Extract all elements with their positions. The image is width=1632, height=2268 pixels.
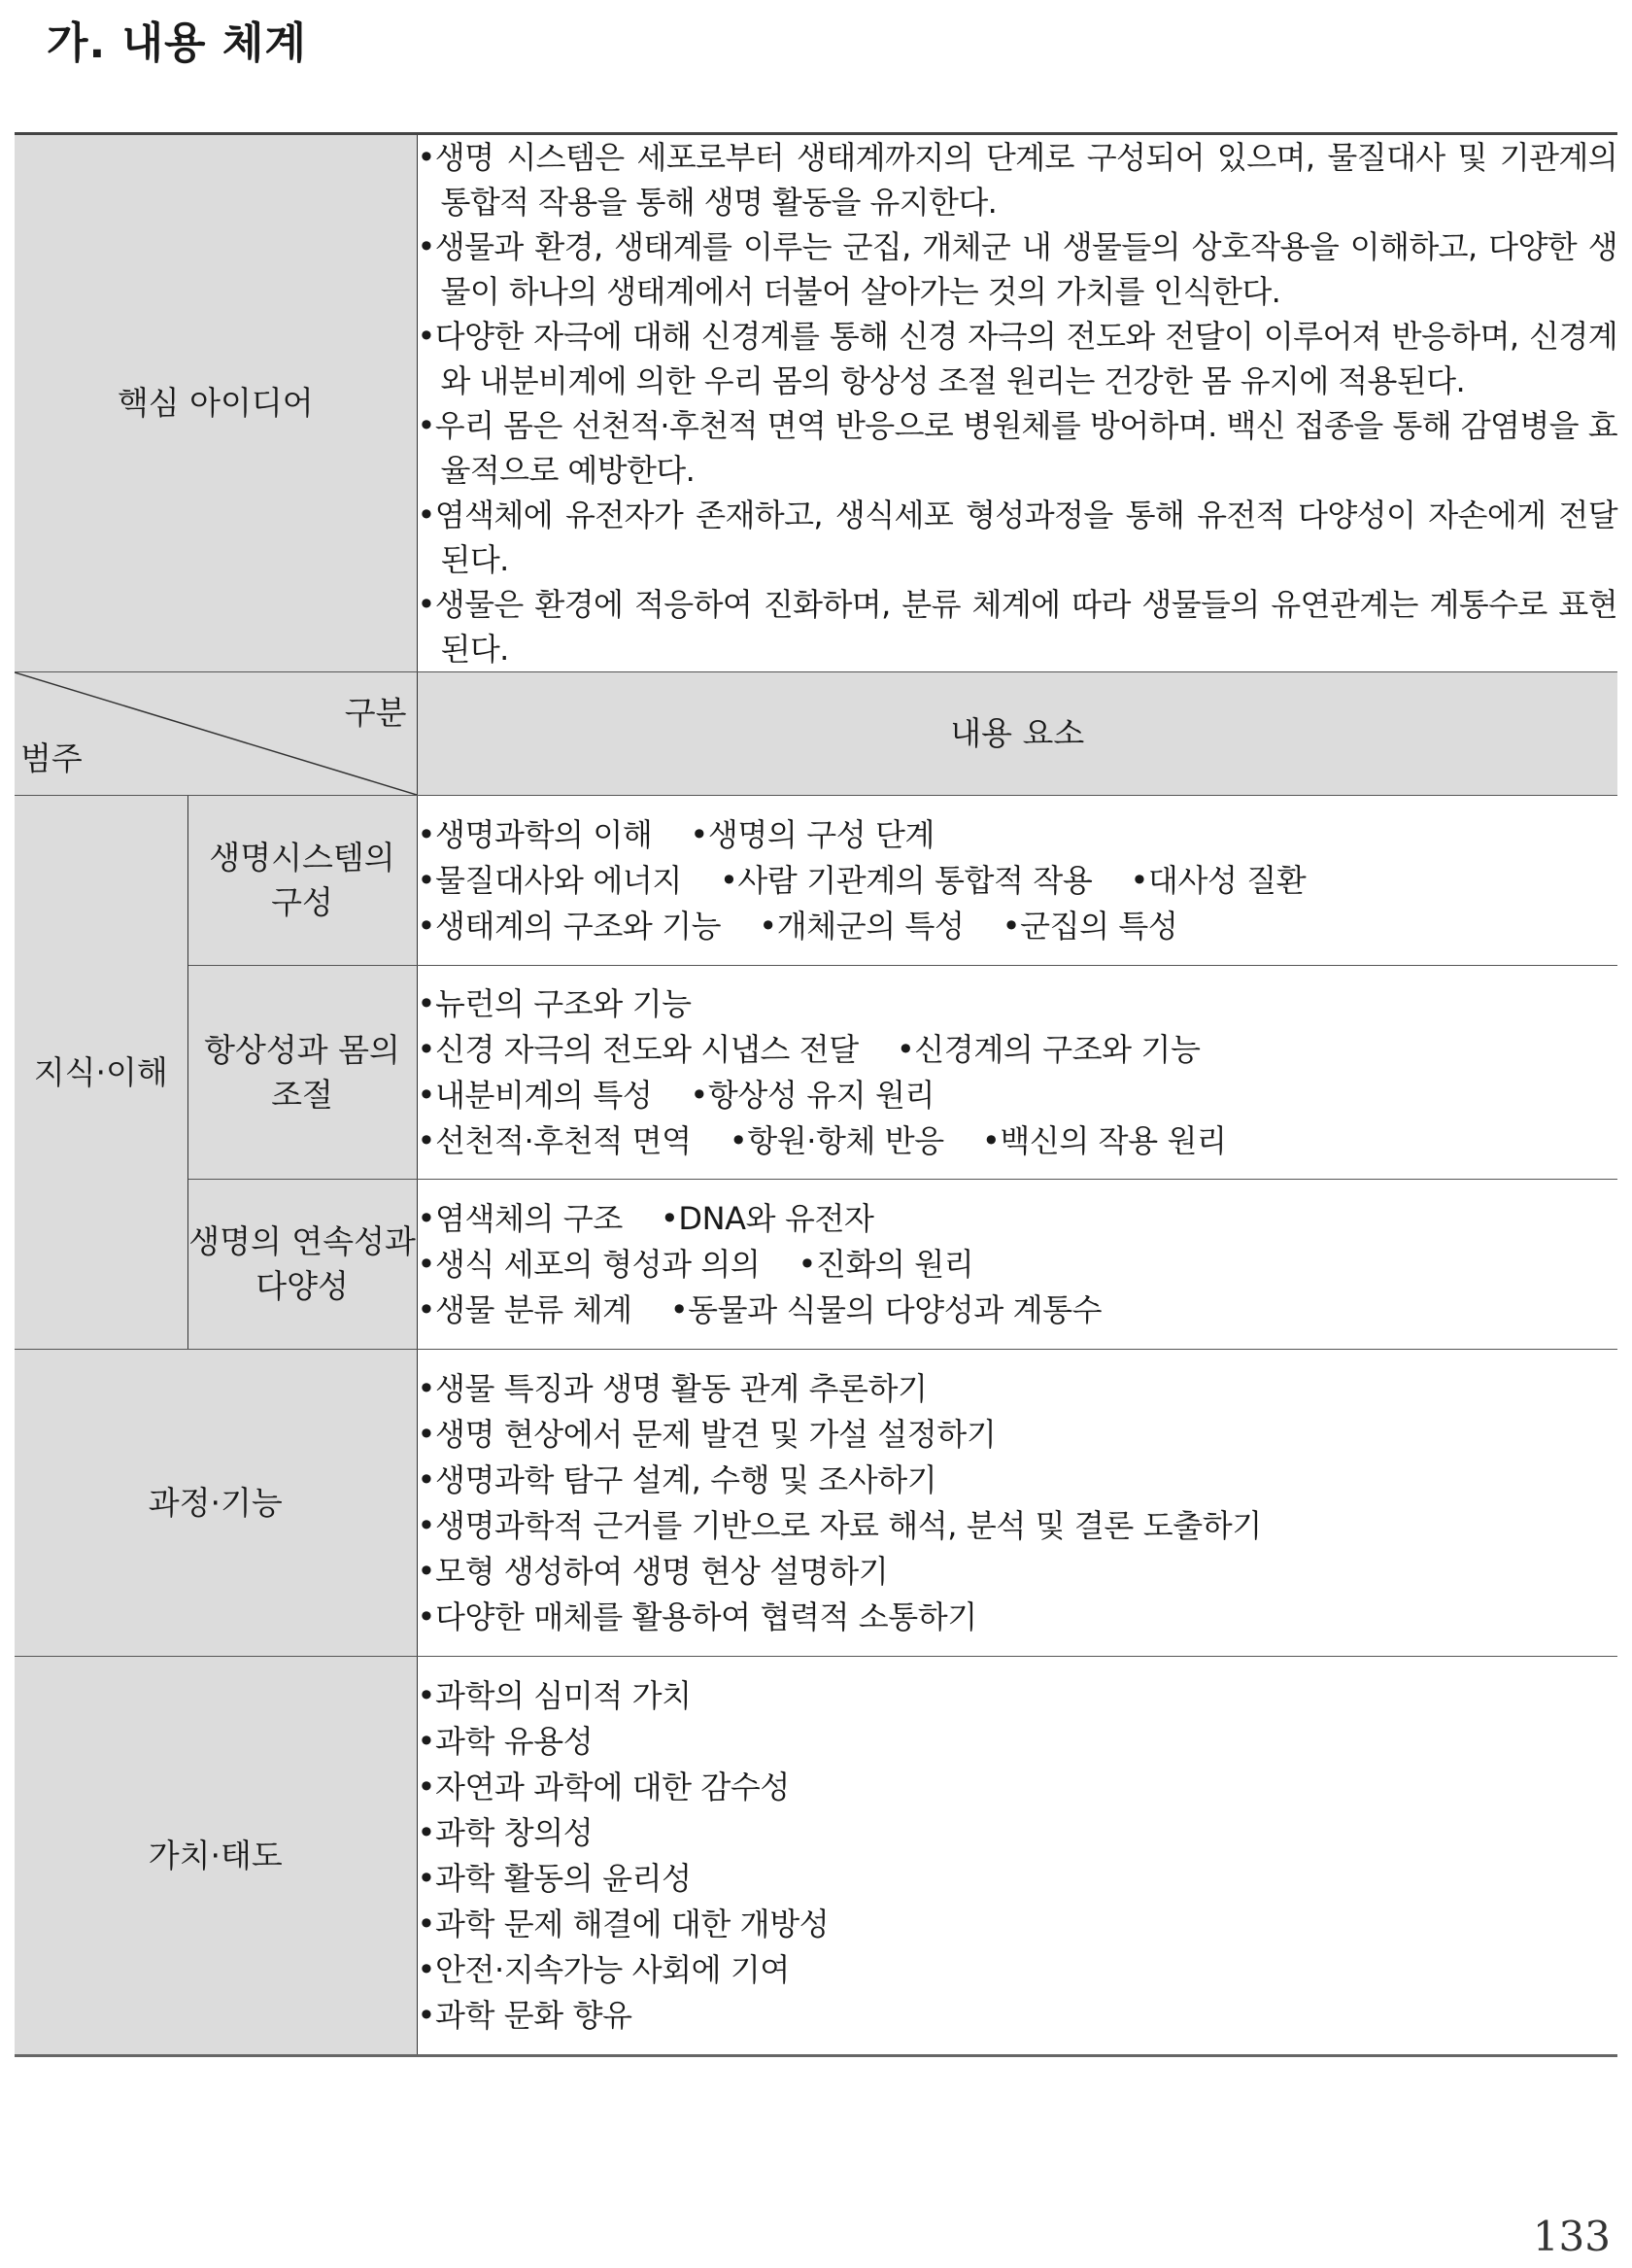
content-line: •염색체의 구조 •DNA와 유전자 — [417, 1199, 874, 1237]
knowledge-row-2 — [15, 966, 1617, 1180]
header-row — [15, 672, 1617, 796]
content-line: •생물 분류 체계 •동물과 식물의 다양성과 계통수 — [417, 1290, 1103, 1328]
content-elements-label: 내용 요소 — [950, 714, 1085, 752]
knowledge-content-cell — [417, 796, 1617, 966]
subcategory-name-line: 다양성 — [255, 1267, 349, 1305]
content-line: •과학 창의성 — [417, 1813, 594, 1851]
core-idea-item: •생명 시스템은 세포로부터 생태계까지의 단계로 구성되어 있으며, 물질대사 및 기관계의 통합적 작용을 통해 생명 활동을 유지한다. — [417, 139, 1618, 221]
content-line: •생명 현상에서 문제 발견 및 가설 설정하기 — [417, 1415, 997, 1453]
knowledge-category-label: 지식·이해 — [33, 1052, 168, 1091]
diagonal-header-cell — [15, 672, 417, 796]
process-category-cell — [15, 1350, 417, 1657]
core-idea-row — [15, 134, 1617, 672]
content-elements-header — [417, 672, 1617, 796]
knowledge-category-cell — [15, 796, 187, 1350]
content-line: •물질대사와 에너지 •사람 기관계의 통합적 작용 •대사성 질환 — [417, 861, 1307, 899]
knowledge-row-1 — [15, 796, 1617, 966]
content-line: •생명과학의 이해 •생명의 구성 단계 — [417, 815, 935, 853]
values-content-cell — [417, 1657, 1617, 2056]
knowledge-subcategory-cell — [187, 1180, 417, 1350]
knowledge-row-3 — [15, 1180, 1617, 1350]
content-line: •생물 특징과 생명 활동 관계 추론하기 — [417, 1369, 928, 1407]
core-idea-item: •우리 몸은 선천적·후천적 면역 반응으로 병원체를 방어하며. 백신 접종을 통해 감염병을 효율적으로 예방한다. — [417, 407, 1618, 489]
process-content-cell — [417, 1350, 1617, 1657]
content-line: •뉴런의 구조와 기능 — [417, 984, 692, 1022]
subcategory-name-line: 항상성과 몸의 — [204, 1030, 400, 1069]
process-row — [15, 1350, 1617, 1657]
values-row — [15, 1657, 1617, 2056]
knowledge-content-cell — [417, 966, 1617, 1180]
knowledge-subcategory-cell — [187, 966, 417, 1180]
core-idea-item: •다양한 자극에 대해 신경계를 통해 신경 자극의 전도와 전달이 이루어져 반응하며, 신경계와 내분비계에 의한 우리 몸의 항상성 조절 원리는 건강한 몸 유지에 적용된다. — [417, 318, 1618, 399]
header-gubun-label: 구분 — [344, 694, 407, 732]
core-idea-item: •생물은 환경에 적응하여 진화하며, 분류 체계에 따라 생물들의 유연관계는 계통수로 표현된다. — [417, 586, 1618, 668]
content-line: •과학 문화 향유 — [417, 1996, 632, 2034]
values-category-label: 가치·태도 — [148, 1836, 283, 1874]
content-line: •신경 자극의 전도와 시냅스 전달 •신경계의 구조와 기능 — [417, 1030, 1201, 1068]
content-line: •모형 생성하여 생명 현상 설명하기 — [417, 1552, 889, 1590]
content-line: •과학 유용성 — [417, 1722, 594, 1760]
process-category-label: 과정·기능 — [148, 1483, 283, 1522]
content-line: •생명과학적 근거를 기반으로 자료 해석, 분석 및 결론 도출하기 — [417, 1506, 1262, 1544]
content-system-table — [15, 132, 1617, 2057]
section-title: 가. 내용 체계 — [47, 18, 307, 68]
content-line: •내분비계의 특성 •항상성 유지 원리 — [417, 1076, 935, 1114]
values-category-cell — [15, 1657, 417, 2056]
subcategory-name-line: 생명시스템의 — [209, 839, 395, 876]
content-line: •안전·지속가능 사회에 기여 — [417, 1950, 790, 1988]
content-line: •과학의 심미적 가치 — [417, 1676, 692, 1714]
content-line: •생태계의 구조와 기능 •개체군의 특성 •군집의 특성 — [417, 907, 1178, 945]
core-idea-item: •염색체에 유전자가 존재하고, 생식세포 형성과정을 통해 유전적 다양성이 자손에게 전달된다. — [417, 497, 1618, 578]
core-idea-item: •생물과 환경, 생태계를 이루는 군집, 개체군 내 생물들의 상호작용을 이해하고, 다양한 생물이 하나의 생태계에서 더불어 살아가는 것의 가치를 인식한다. — [417, 228, 1618, 310]
content-line: •생명과학 탐구 설계, 수행 및 조사하기 — [417, 1460, 937, 1498]
content-line: •자연과 과학에 대한 감수성 — [417, 1768, 790, 1805]
page-number: 133 — [1532, 2213, 1611, 2260]
content-line: •생식 세포의 형성과 의의 •진화의 원리 — [417, 1245, 974, 1283]
subcategory-name-line: 조절 — [271, 1075, 333, 1114]
content-line: •과학 활동의 윤리성 — [417, 1859, 692, 1897]
knowledge-content-cell — [417, 1180, 1617, 1350]
subcategory-name-line: 구성 — [271, 883, 333, 921]
core-idea-content — [417, 134, 1617, 672]
content-line: •다양한 매체를 활용하여 협력적 소통하기 — [417, 1598, 977, 1635]
core-idea-label-cell — [15, 134, 417, 672]
content-line: •과학 문제 해결에 대한 개방성 — [417, 1905, 830, 1942]
knowledge-subcategory-cell — [187, 796, 417, 966]
subcategory-name-line: 생명의 연속성과 — [188, 1222, 416, 1260]
header-beomju-label: 범주 — [20, 739, 83, 777]
core-idea-label: 핵심 아이디어 — [117, 384, 314, 422]
content-line: •선천적·후천적 면역 •항원·항체 반응 •백신의 작용 원리 — [417, 1121, 1227, 1159]
